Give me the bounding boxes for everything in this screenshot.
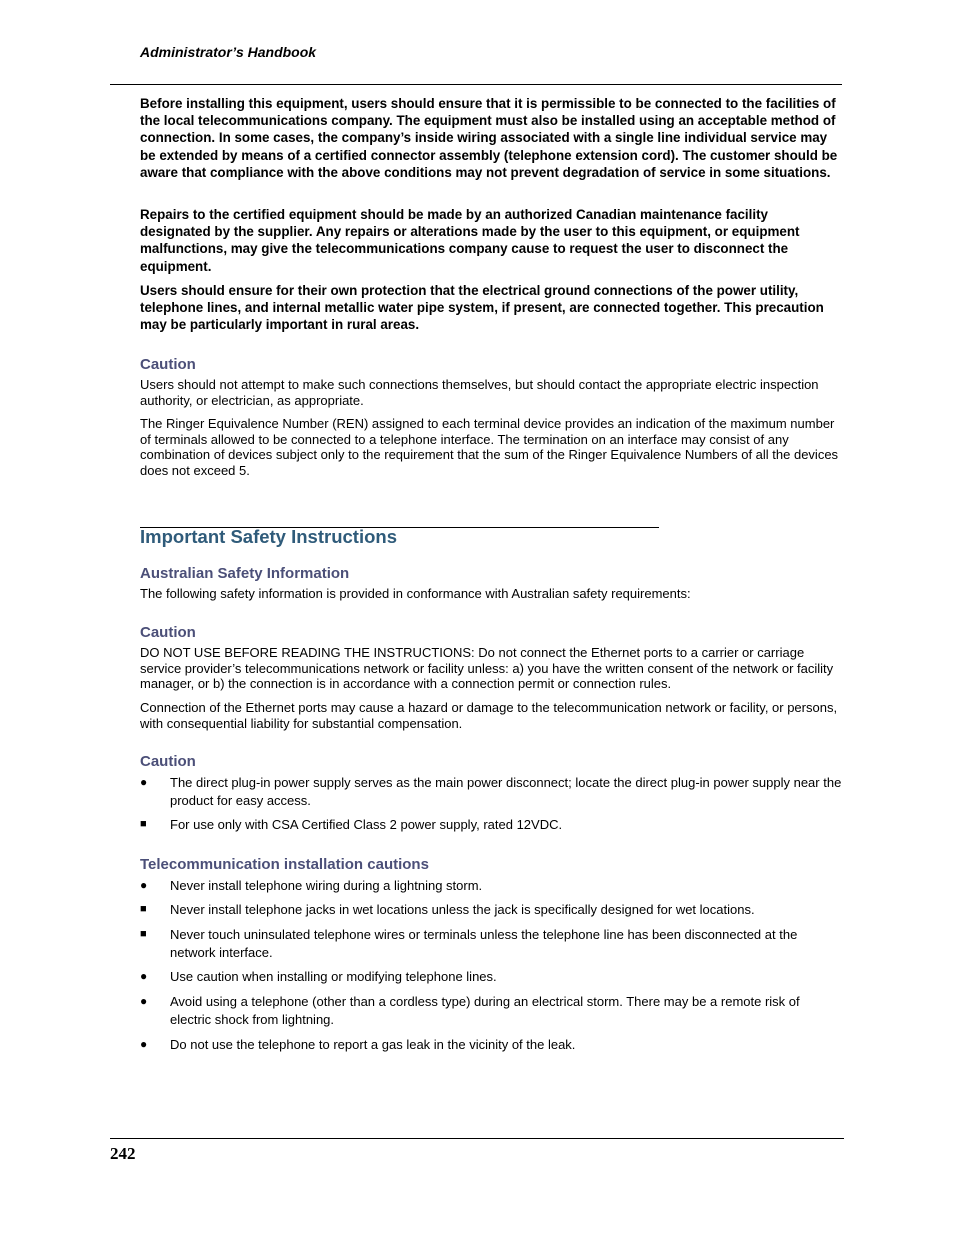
- bullet-circle-icon: ●: [140, 1037, 148, 1051]
- bullet-square-icon: ■: [140, 928, 147, 940]
- list-item-text: Use caution when installing or modifying telephone lines.: [170, 969, 497, 984]
- header-divider: [110, 84, 842, 85]
- section-title: Important Safety Instructions: [140, 526, 397, 547]
- caution-heading: Caution: [140, 753, 196, 770]
- telecom-heading: Telecommunication installation cautions: [140, 856, 429, 873]
- bullet-square-icon: ■: [140, 903, 147, 915]
- bullet-circle-icon: ●: [140, 878, 148, 892]
- list-item-text: For use only with CSA Certified Class 2 power supply, rated 12VDC.: [170, 817, 563, 832]
- australian-heading: Australian Safety Information: [140, 565, 350, 582]
- list-item-text: The direct plug-in power supply serves as the main power disconnect; locate the direct plug-in power supply near the product for easy access.: [170, 775, 842, 808]
- caution-heading: Caution: [140, 356, 196, 373]
- ethernet-caution-paragraph: DO NOT USE BEFORE READING THE INSTRUCTIONS: Do not connect the Ethernet ports to a carrier or carriage service provider’s telecommunications network or facility unless: a) you have the written consent of the network or facility manager, or b) the connection is in accordance with a connection permit or connection rules.: [140, 645, 834, 692]
- ground-connection-paragraph: Users should ensure for their own protection that the electrical ground connections of the power utility, telephone lines, and internal metallic water pipe system, if present, are connected together. This precaution may be particularly important in rural areas.: [140, 283, 824, 333]
- bullet-square-icon: ■: [140, 818, 147, 830]
- list-item-text: Never install telephone jacks in wet locations unless the jack is specifically designed for wet locations.: [170, 902, 755, 917]
- australian-intro: The following safety information is provided in conformance with Australian safety requirements:: [140, 586, 691, 601]
- ethernet-liability-paragraph: Connection of the Ethernet ports may cause a hazard or damage to the telecommunication network or facility, or persons, with consequential liability for substantial compensation.: [140, 700, 838, 731]
- list-item-text: Avoid using a telephone (other than a cordless type) during an electrical storm. There may be a remote risk of electric shock from lightning.: [170, 994, 800, 1027]
- bullet-circle-icon: ●: [140, 775, 148, 789]
- footer-divider: [110, 1138, 844, 1139]
- list-item-text: Do not use the telephone to report a gas leak in the vicinity of the leak.: [170, 1037, 576, 1052]
- bullet-circle-icon: ●: [140, 969, 148, 983]
- list-item-text: Never touch uninsulated telephone wires or terminals unless the telephone line has been disconnected at the network interface.: [170, 927, 798, 960]
- header-title: Administrator’s Handbook: [140, 44, 317, 60]
- list-item-text: Never install telephone wiring during a lightning storm.: [170, 878, 483, 893]
- bullet-circle-icon: ●: [140, 994, 148, 1008]
- canadian-repairs-paragraph: Repairs to the certified equipment should be made by an authorized Canadian maintenance facility designated by the supplier. Any repairs or alterations made by the user to this equipment, or equipment malfunctions, may give the telecommunications company cause to request the user to disconnect the equipment.: [140, 207, 800, 274]
- caution-paragraph: Users should not attempt to make such connections themselves, but should contact the appropriate electric inspection authority, or electrician, as appropriate.: [140, 377, 819, 408]
- canadian-notice-paragraph: Before installing this equipment, users should ensure that it is permissible to be connected to the facilities of the local telecommunications company. The equipment must also be installed using an acceptable method of connection. In some cases, the company’s inside wiring associated with a single line individual service may be extended by means of a certified connector assembly (telephone extension cord). The customer should be aware that compliance with the above conditions may not prevent degradation of service in some situations.: [140, 96, 838, 180]
- caution-heading: Caution: [140, 624, 196, 641]
- ren-paragraph: The Ringer Equivalence Number (REN) assigned to each terminal device provides an indication of the maximum number of terminals allowed to be connected to a telephone interface. The termination on an interface may consist of any combination of devices subject only to the requirement that the sum of the Ringer Equivalence Numbers of all the devices does not exceed 5.: [140, 416, 839, 478]
- page-number: 242: [110, 1144, 136, 1163]
